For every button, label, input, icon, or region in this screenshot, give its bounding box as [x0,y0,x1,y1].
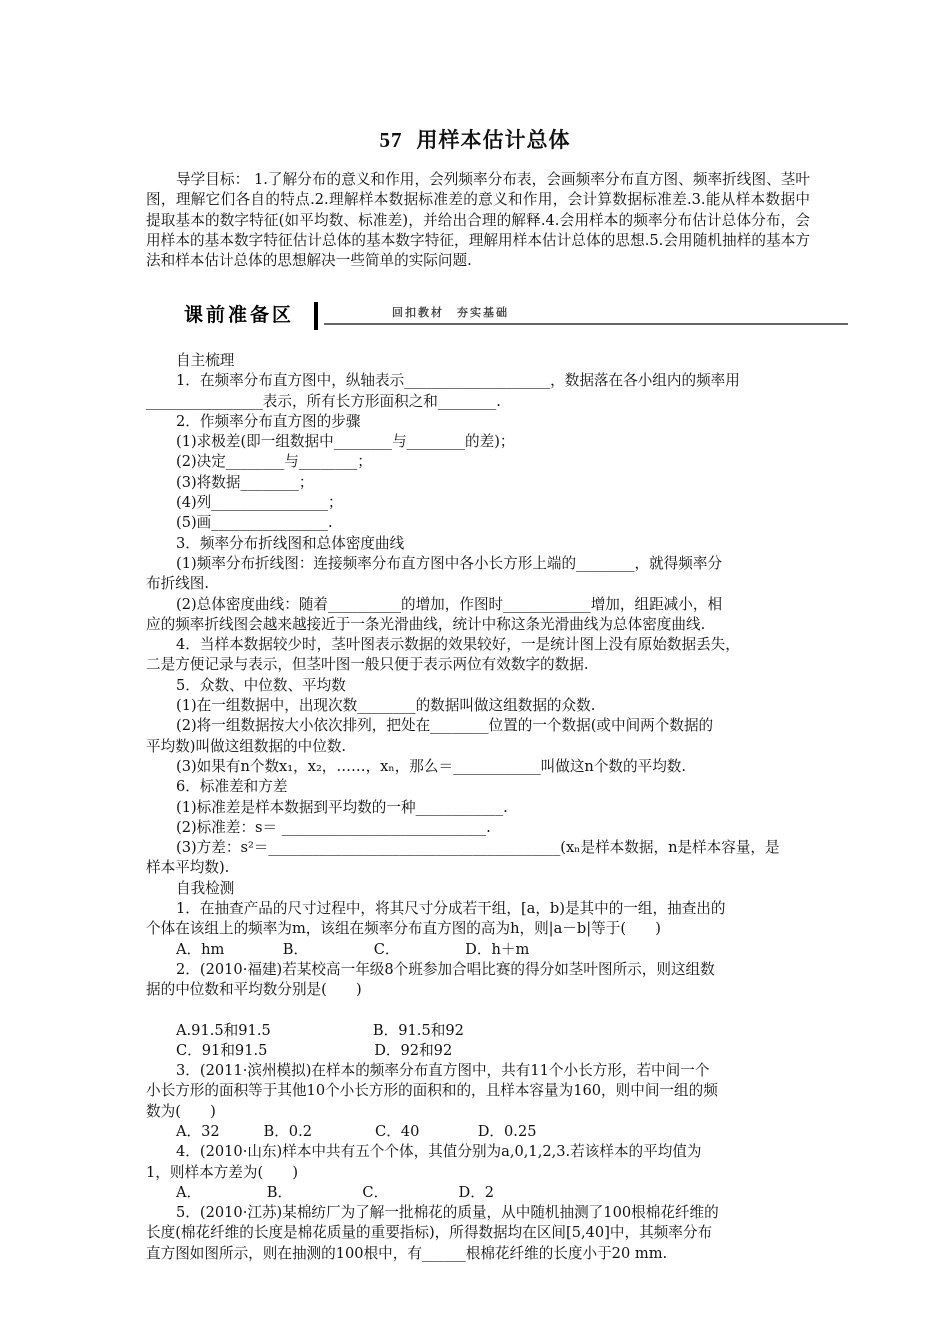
text-line: 1．在频率分布直方图中，纵轴表示____________________，数据落在各小组内的频率用 [176,372,740,390]
content-body [146,351,810,1264]
text-line: 6．标准差和方差 [176,778,288,796]
banner-label: 课前准备区 [184,304,295,326]
answer-options: A． B． C． D．2 [176,1183,495,1201]
answer-options: A．32 B．0.2 C．40 D．0.25 [176,1122,537,1140]
text-line: (3)方差：s²＝________________________________________(xₙ是样本数据，n是样本容量，是 [176,839,780,857]
text-line: (2)决定________与________； [176,453,372,471]
banner-divider [314,302,318,330]
text-line: ________________表示，所有长方形面积之和________. [146,392,501,410]
text-line: (2)总体密度曲线：随着__________的增加，作图时____________增加，组距减小，相 [176,595,723,613]
figure-gap [146,1001,810,1021]
text-line: 样本平均数). [146,859,230,877]
text-line: 应的频率折线图会越来越接近于一条光滑曲线，统计中称这条光滑曲线为总体密度曲线. [146,615,706,633]
heading-self-check: 自我检测 [176,879,235,897]
section-banner [176,300,848,334]
page-title [0,124,950,154]
question-line: 1，则样本方差为( ) [146,1163,299,1181]
question-line: 数为( ) [146,1102,216,1120]
question-line: 4．(2010·山东)样本中共有五个个体，其值分别为a,0,1,2,3.若该样本的平均值为 [176,1143,702,1161]
question-line: 5．(2010·江苏)某棉纺厂为了解一批棉花的质量，从中随机抽测了100根棉花纤维的 [176,1204,719,1222]
text-line: (1)标准差是样本数据到平均数的一种____________. [176,798,508,816]
banner-subtitle: 回扣教材 夯实基础 [392,306,509,319]
text-line: (3)如果有n个数x₁，x₂，……，xₙ，那么＝____________叫做这n个数的平均数. [176,757,687,775]
heading-self-review: 自主梳理 [176,352,235,369]
question-line: 3．(2011·滨州模拟)在样本的频率分布直方图中，共有11个小长方形，若中间一个 [176,1062,710,1080]
question-line: 1．在抽查产品的尺寸过程中，将其尺寸分成若干组，[a，b)是其中的一组，抽查出的 [176,900,726,918]
text-line: (1)在一组数据中，出现次数________的数据叫做这组数据的众数. [176,697,596,715]
text-line: 布折线图. [146,575,210,593]
question-line: 小长方形的面积等于其他10个小长方形的面积和的，且样本容量为160，则中间一组的频 [146,1082,718,1100]
text-line: 平均数)叫做这组数据的中位数. [146,737,347,755]
question-line: 据的中位数和平均数分别是( ) [146,981,362,999]
learning-goals: 导学目标： 1.了解分布的意义和作用，会列频率分布表，会画频率分布直方图、频率折线图、茎叶图，理解它们各自的特点.2.理解样本数据标准差的意义和作用，会计算数据标准差.3.能从样本数据中提取基本的数字特征(如平均数、标准差)，并给出合理的解释.4.会用样本的频率分布估计总体分布，会用样本的基本数字特征估计总体的基本数字特征，理解用样本估计总体的思想.5.会用随机抽样的基本方法和样本估计总体的思想解决一些简单的实际问题. [146,171,810,270]
text-line: 5．众数、中位数、平均数 [176,676,346,694]
question-line: 2．(2010·福建)若某校高一年级8个班参加合唱比赛的得分如茎叶图所示，则这组数 [176,960,715,978]
question-line: 直方图如图所示，则在抽测的100根中，有______根棉花纤维的长度小于20 mm. [146,1244,668,1262]
text-line: 3．频率分布折线图和总体密度曲线 [176,534,405,552]
text-line: (2)标准差：s＝ ____________________________. [176,818,491,836]
answer-options: A.91.5和91.5 B．91.5和92 [176,1021,464,1039]
lesson-title: 用样本估计总体 [416,127,571,152]
answer-options: C．91和91.5 D．92和92 [176,1041,453,1059]
text-line: (1)频率分布折线图：连接频率分布直方图中各小长方形上端的________，就得频率分 [176,554,723,572]
banner-rule [324,323,848,325]
question-line: 长度(棉花纤维的长度是棉花质量的重要指标)，所得数据均在区间[5,40]中，其频率分布 [146,1224,713,1242]
text-line: 二是方便记录与表示，但茎叶图一般只便于表示两位有效数字的数据. [146,656,589,674]
text-line: (1)求极差(即一组数据中________与________的差)； [176,433,515,451]
text-line: 2．作频率分布直方图的步骤 [176,412,361,430]
text-line: (5)画________________. [176,514,333,532]
text-line: 4．当样本数据较少时，茎叶图表示数据的效果较好，一是统计图上没有原始数据丢失， [176,636,740,654]
text-line: (2)将一组数据按大小依次排列，把处在________位置的一个数据(或中间两个数据的 [176,717,714,735]
question-line: 个体在该组上的频率为m，该组在频率分布直方图的高为h，则|a－b|等于( ) [146,920,661,938]
text-line: (4)列________________； [176,494,343,512]
lesson-number: 57 [379,128,403,152]
answer-options: A．hm B． C． D．h＋m [176,940,530,958]
text-line: (3)将数据________； [176,473,314,491]
